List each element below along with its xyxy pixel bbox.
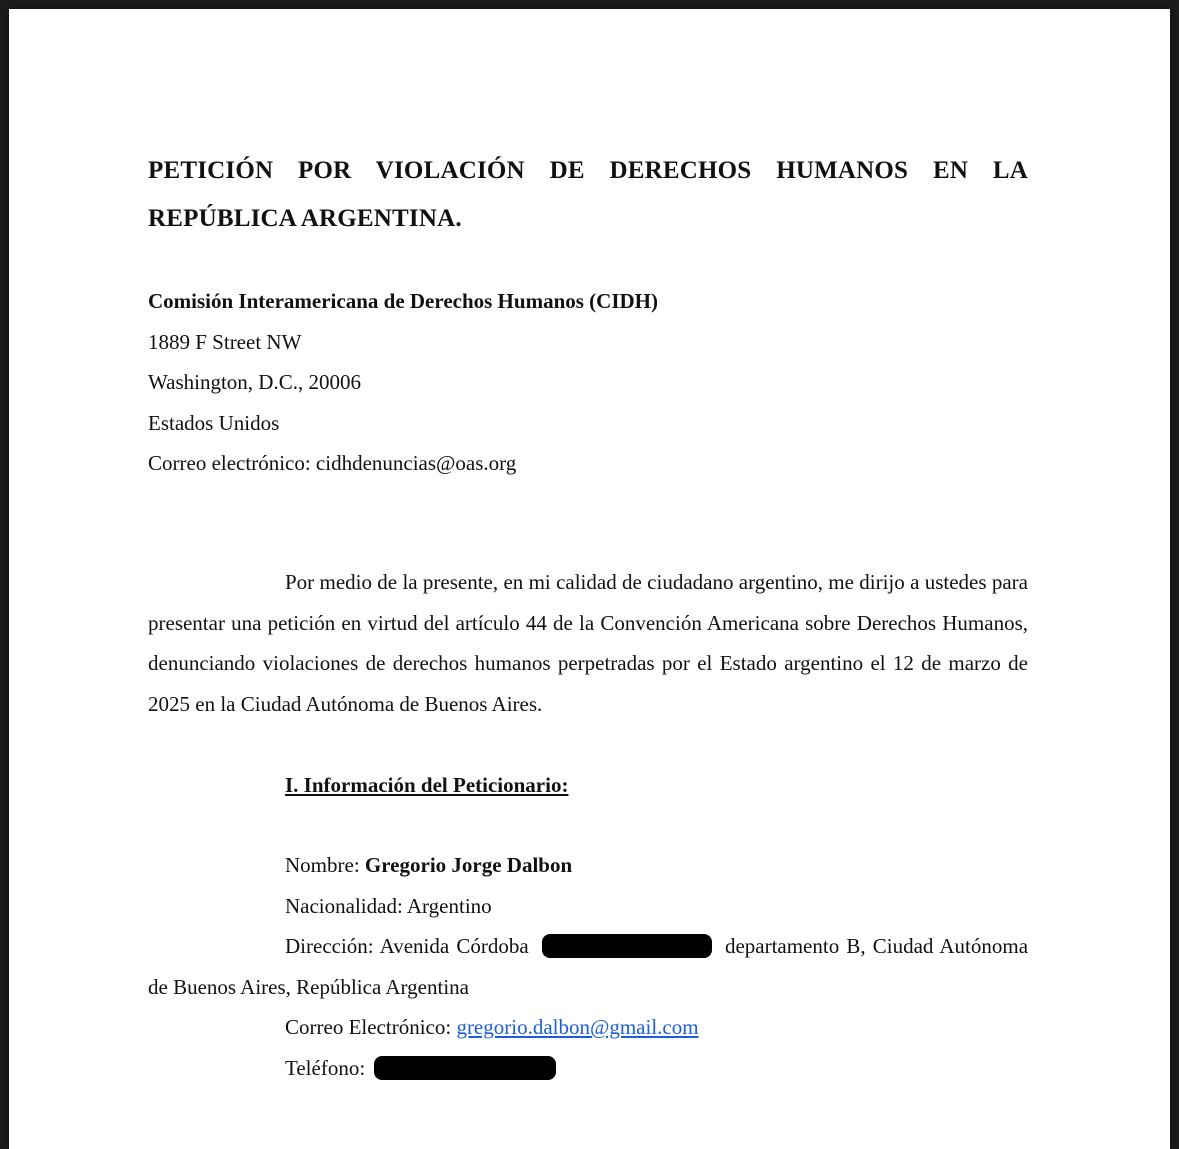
recipient-city: Washington, D.C., 20006: [148, 370, 361, 394]
document-page: [9, 9, 1170, 1149]
name-label: Nombre:: [285, 853, 360, 877]
recipient-country: Estados Unidos: [148, 410, 280, 435]
address-end: departamento B, Ciudad Autónoma de Buenos Aires, República Argentina: [148, 934, 1029, 999]
petitioner-phone-row: [148, 1048, 1028, 1089]
recipient-email: Correo electrónico: cidhdenuncias@oas.org: [148, 451, 517, 475]
recipient-street: 1889 F Street NW: [148, 329, 302, 354]
petitioner-info: [148, 845, 1028, 1088]
document-title: [148, 147, 1028, 243]
intro-paragraph: Por medio de la presente, en mi calidad de ciudadano argentino, me dirijo a ustedes para presentar una petición en virtud del artículo 44 de la Convención Americana sobre Derechos Humanos, denunciando violaciones de derechos humanos perpetradas por el Estado argentino el 12 de marzo de 2025 en la Ciudad Autónoma de Buenos Aires.: [148, 570, 1028, 716]
name-value: Gregorio Jorge Dalbon: [364, 853, 573, 877]
nationality-value: Argentino: [406, 893, 492, 918]
email-label: Correo Electrónico:: [285, 1015, 452, 1039]
section-1-heading: I. Información del Peticionario:: [285, 773, 569, 797]
petitioner-email-link[interactable]: gregorio.dalbon@gmail.com: [456, 1015, 699, 1039]
redacted-address-number: [542, 934, 712, 958]
phone-label: Teléfono:: [285, 1055, 366, 1080]
recipient-organization: Comisión Interamericana de Derechos Humanos (CIDH): [148, 289, 658, 313]
petitioner-name-row: [148, 845, 1028, 886]
address-label: Dirección:: [285, 934, 374, 958]
title-line-2: REPÚBLICA ARGENTINA.: [148, 205, 462, 232]
redacted-phone: [374, 1056, 556, 1080]
petitioner-email-row: [148, 1007, 1028, 1048]
nationality-label: Nacionalidad:: [285, 893, 403, 918]
address-start: Avenida Córdoba: [379, 934, 529, 958]
petitioner-address-row: [148, 926, 1028, 1007]
title-line-1: PETICIÓN POR VIOLACIÓN DE DERECHOS HUMANOS EN LA: [148, 157, 1028, 184]
recipient-address: [148, 281, 658, 484]
petitioner-nationality-row: [148, 886, 1028, 927]
